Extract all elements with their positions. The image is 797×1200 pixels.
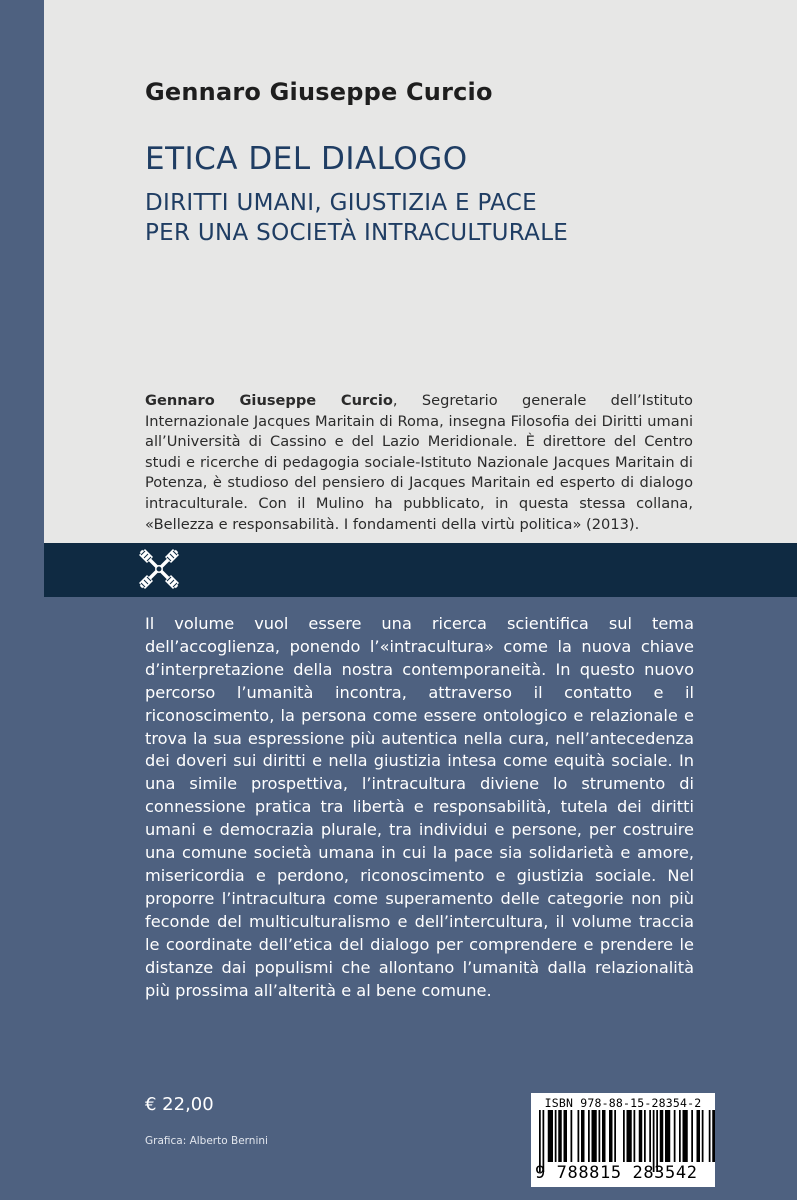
back-cover-blurb: Il volume vuol essere una ricerca scientifica sul tema dell’accoglienza, ponendo l’«intracultura» come la nuova chiave d’interpretazione della nostra contemporaneità. In questo nuovo percorso l’umanità incontra, attraverso il contatto e il riconoscimento, la persona come essere ontologico e relazionale e trova la sua espressione più autentica nella cura, nell’antecedenza dei doveri sui diritti e nella giustizia intesa come equità sociale. In una simile prospettiva, l’intracultura diviene lo strumento di connessione pratica tra libertà e responsabilità, tutela dei diritti umani e democrazia plurale, tra individui e persone, per costruire una comune società umana in cui la pace sia solidarietà e amore, misericordia e perdono, riconoscimento e giustizia sociale. Nel proporre l’intracultura come superamento delle categorie non più feconde del multiculturalismo e dell’intercultura, il volume traccia le coordinate dell’etica del dialogo per comprendere e prendere le distanze dai populismi che allontano l’umanità dalla relazionalità più prossima all’alterità e al bene comune. [145, 614, 694, 1000]
barcode-bar [614, 1110, 616, 1162]
barcode-bar [712, 1110, 715, 1162]
barcode-digits: 9 788815 283542 [535, 1163, 698, 1183]
barcode-bar [697, 1110, 701, 1162]
barcode-bar [599, 1110, 601, 1162]
barcode-bar [644, 1110, 646, 1162]
barcode-bar [702, 1110, 704, 1162]
barcode-bar [581, 1110, 585, 1162]
barcode-bar [578, 1110, 580, 1162]
barcode-bar [665, 1110, 670, 1162]
isbn-label: ISBN 978-88-15-28354-2 [544, 1096, 702, 1110]
cover-author: Gennaro Giuseppe Curcio [145, 78, 493, 106]
barcode-bar [660, 1110, 664, 1162]
book-subtitle [145, 188, 705, 248]
isbn-barcode [531, 1093, 715, 1187]
barcode-bar [558, 1110, 562, 1162]
author-bio [145, 391, 693, 535]
barcode-bar [634, 1110, 636, 1162]
barcode-bar [609, 1110, 613, 1162]
barcode-bar [709, 1110, 711, 1162]
bio-author-name: Gennaro Giuseppe Curcio [145, 392, 393, 409]
barcode-bar [588, 1110, 590, 1162]
barcode-bar [571, 1110, 573, 1162]
barcode-bar [602, 1110, 606, 1162]
barcode-bar [548, 1110, 553, 1162]
bio-text: , Segretario generale dell’Istituto Internazionale Jacques Maritain di Roma, insegna Filosofia dei Diritti umani all’Università di Cassino e del Lazio Meridionale. È direttore del Centro studi e ricerche di pedagogia sociale-Istituto Nazionale Jacques Maritain di Potenza, è studioso del pensiero di Jacques Maritain ed esperto di dialogo intraculturale. Con il Mulino ha pubblicato, in questa stessa collana, «Bellezza e responsabilità. I fondamenti della virtù politica» (2013). [145, 392, 693, 533]
barcode-bar [649, 1110, 651, 1162]
subtitle-line-2: PER UNA SOCIETÀ INTRACULTURALE [145, 220, 569, 246]
subtitle-line-1: DIRITTI UMANI, GIUSTIZIA E PACE [145, 190, 537, 216]
barcode-bar [555, 1110, 557, 1162]
barcode-bar [627, 1110, 632, 1162]
price: € 22,00 [145, 1094, 214, 1115]
barcode-bar [564, 1110, 568, 1162]
barcode-bar [679, 1110, 681, 1162]
barcode-bar [691, 1110, 693, 1162]
barcode-bar [623, 1110, 625, 1162]
barcode-bar [639, 1110, 643, 1162]
windmill-logo-icon [135, 545, 183, 593]
barcode-bar [592, 1110, 597, 1162]
design-credit: Grafica: Alberto Bernini [145, 1135, 268, 1147]
book-title: ETICA DEL DIALOGO [145, 141, 468, 177]
barcode-bar [674, 1110, 676, 1162]
barcode-bar [683, 1110, 688, 1162]
